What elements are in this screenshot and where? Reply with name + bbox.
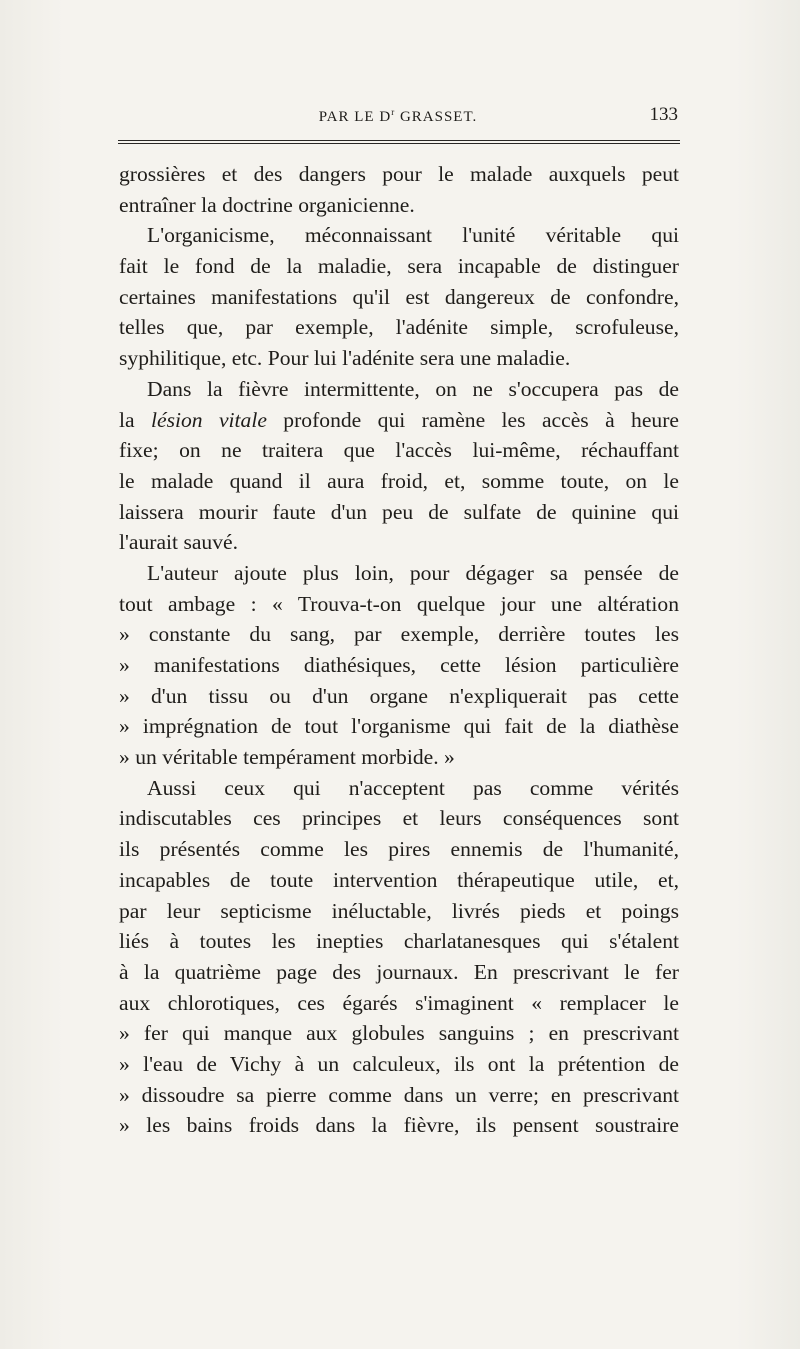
text-line: syphilitique, etc. Pour lui l'adénite sera une maladie. (119, 346, 571, 371)
text-line: liés à toutes les inepties charlatanesques qui s'étalent (119, 929, 679, 954)
text-line: » un véritable tempérament morbide. » (119, 745, 455, 770)
text-line: » manifestations diathésiques, cette lésion particulière (119, 653, 679, 677)
running-title (118, 107, 678, 126)
text-line: » l'eau de Vichy à un calculeux, ils ont la prétention de (119, 1051, 679, 1076)
text-line: L'organicisme, méconnaissant l'unité véritable qui (147, 223, 679, 248)
text-line: Aussi ceux qui n'acceptent pas comme vérités (147, 775, 679, 800)
header-rule (118, 140, 680, 144)
text-line: aux chlorotiques, ces égarés s'imaginent « remplacer le (119, 990, 679, 1015)
text-line: fixe; on ne traitera que l'accès lui-même, réchauffant (119, 438, 679, 463)
text-line: indiscutables ces principes et leurs conséquences sont (119, 806, 679, 831)
running-title-superscript: r (391, 107, 396, 117)
italic-phrase: lésion vitale (150, 407, 267, 432)
body-text (119, 159, 679, 1141)
text-line: incapables de toute intervention thérapeutique utile, et, (119, 867, 679, 892)
text-line: » d'un tissu ou d'un organe n'expliquerait pas cette (119, 683, 679, 708)
text-line: à la quatrième page des journaux. En prescrivant le fer (119, 959, 679, 984)
text-line: fait le fond de la maladie, sera incapable de distinguer (119, 254, 679, 279)
text-line: le malade quand il aura froid, et, somme toute, on le (119, 468, 679, 493)
text-line: telles que, par exemple, l'adénite simple, scrofuleuse, (119, 315, 679, 340)
text-line (119, 405, 679, 436)
text-line: par leur septicisme inéluctable, livrés pieds et poings (119, 898, 679, 923)
text-line: laissera mourir faute d'un peu de sulfate de quinine qui (119, 499, 679, 524)
text-line: L'auteur ajoute plus loin, pour dégager sa pensée de (147, 560, 679, 585)
text-line: tout ambage : « Trouva-t-on quelque jour une altération (119, 591, 679, 616)
text-line: grossières et des dangers pour le malade auxquels peut (119, 162, 679, 186)
text-line-segment: profonde qui ramène les accès à heure (266, 407, 679, 432)
text-line: l'aurait sauvé. (119, 530, 239, 555)
text-line: ils présentés comme les pires ennemis de l'humanité, (119, 837, 679, 862)
text-line: » constante du sang, par exemple, derrière toutes les (119, 622, 679, 647)
running-title-text: PAR LE D (318, 109, 392, 125)
text-line: » dissoudre sa pierre comme dans un verre; en prescrivant (119, 1082, 679, 1107)
text-line: Dans la fièvre intermittente, on ne s'occupera pas de (147, 376, 679, 401)
running-title-author: GRASSET. (395, 109, 478, 125)
text-line: certaines manifestations qu'il est dangereux de confondre, (119, 284, 679, 309)
page-number: 133 (649, 104, 678, 125)
text-line: » fer qui manque aux globules sanguins ; en prescrivant (119, 1021, 679, 1046)
text-line: » imprégnation de tout l'organisme qui fait de la diathèse (119, 714, 679, 739)
running-head (118, 104, 678, 128)
text-line: » les bains froids dans la fièvre, ils pensent soustraire (119, 1113, 679, 1138)
text-line-segment: la (119, 407, 151, 432)
text-line: entraîner la doctrine organicienne. (119, 192, 415, 217)
